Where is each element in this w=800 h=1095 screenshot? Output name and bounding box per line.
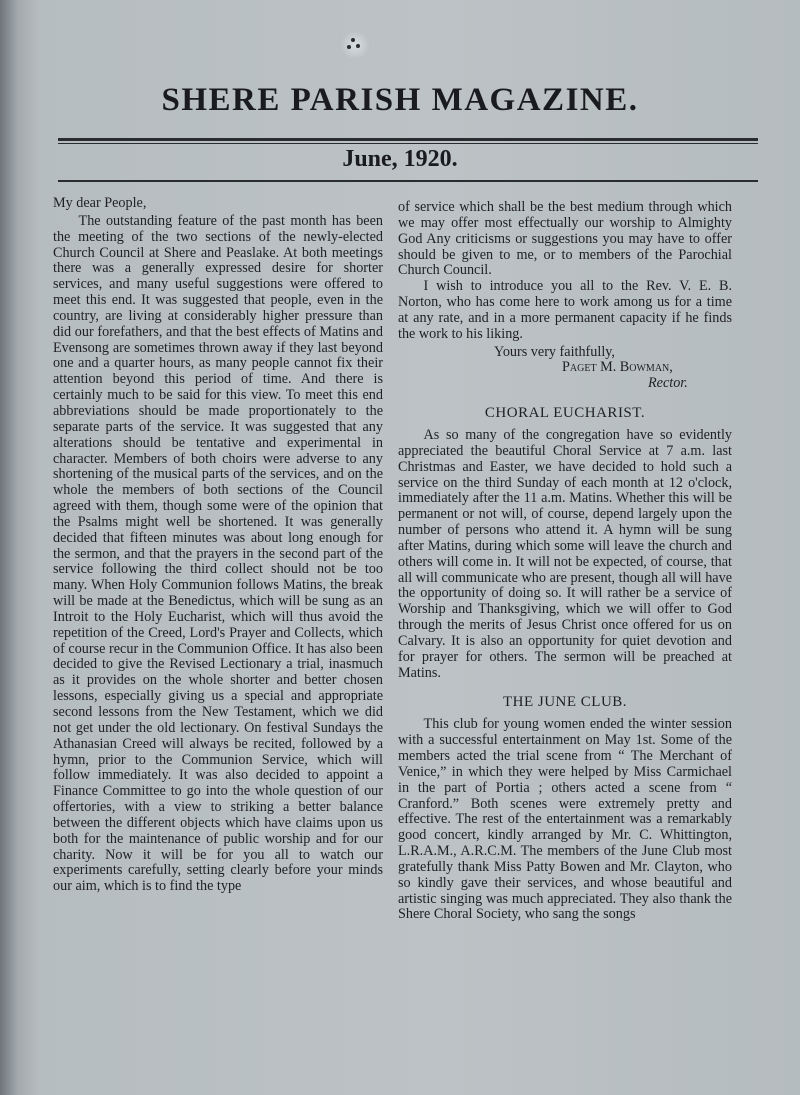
letter-body-right: of service which shall be the best medium through which we may offer most effectually our worship to Almighty God Any criticisms or suggestions you may have to offer should be given to me, or to members of the Parochial Church Council. — [398, 199, 732, 279]
letter-paragraph-2: I wish to introduce you all to the Rev. V. E. B. Norton, who has come here to work among us for a time at any rate, and in a more permanent capacity if he finds the work to his liking. — [398, 278, 732, 342]
letter-body-left: The outstanding feature of the past month has been the meeting of the two sections of the newly-elected Church Council at Shere and Peaslake. At both meetings there was a generally expressed desire for shorter services, and many useful suggestions were offered to meet this end. It was suggested that people, even in the country, are living at considerably higher pressure than did our forefathers, and that the best effects of Matins and Evensong are sometimes thrown away if they last beyond one and a quarter hours, as many people cannot fix their attention beyond this period of time. And there is certainly much to be said for this view. To meet this end abbreviations should be made proportionately to the separate parts of the service. It was suggested that any alterations should be tentative and experimental in character. Members of both choirs were adverse to any shortening of the musical parts of the services, and on the whole the members of both sections of the Council agreed with them, though some were of the opinion that the Psalms might well be shortened. It was generally decided that fifteen minutes was about long enough for the sermon, and that the prayers in the second part of the service following the third collect should not be too many. When Holy Communion follows Matins, the break will be made at the Benedictus, which will be sung as an Introit to the Holy Eucharist, which will thus avoid the repetition of the Creed, Lord's Prayer and Collects, which of course recur in the Communion Office. It has also been decided to give the Revised Lectionary a trial, inasmuch as it provides on the whole shorter and better chosen lessons, especially giving us a special and appropriate second lessons from the New Testament, which we did not get under the old lectionary. On festival Sundays the Athanasian Creed will always be recited, followed by a hymn, prior to the Communion Service, which will follow immediately. It was also decided to appoint a Finance Committee to go into the whole question of our offertories, with a view to striking a better balance between the different objects which have claims upon us both for the maintenance of public worship and for our charity. Now it will be for you all to watch our experiments carefully, setting clearly before your minds our aim, which is to find the type — [53, 212, 383, 895]
right-column — [398, 200, 732, 923]
letter-greeting: My dear People, — [53, 195, 147, 211]
header-rule-bottom — [58, 180, 758, 182]
section-heading-choral-eucharist: CHORAL EUCHARIST. — [484, 405, 646, 422]
letter-closing: Yours very faithfully, — [494, 343, 615, 360]
ink-blot-mark — [337, 32, 373, 58]
magazine-title: SHERE PARISH MAGAZINE. — [161, 82, 639, 118]
header-rule-top-thin — [58, 143, 758, 144]
issue-date: June, 1920. — [342, 146, 458, 172]
section-text-choral-eucharist: As so many of the congregation have so evidently appreciated the beautiful Choral Service at 7 a.m. last Christmas and Easter, we have decided to hold such a service on the third Sunday of each month at 12 o'clock, immediately after the 11 a.m. Matins. Whether this will be permanent or not will, of course, depend largely upon the number of persons who attend it. A hymn will be sung after Matins, during which some will leave the church and others will come in. It will not be expected, of course, that all will communicate who are present, though all will have the opportunity of doing so. It will rather be a service of Worship and Thanksgiving, which we will offer to God through the merits of Jesus Christ once offered for us on Calvary. It is also an opportunity for quiet devotion and for prayer for others. The sermon will be preached at Matins. — [398, 426, 732, 681]
section-heading-june-club: THE JUNE CLUB. — [502, 694, 628, 711]
letter-signature: Paget M. Bowman, — [562, 359, 673, 376]
left-column — [53, 196, 383, 895]
section-text-june-club: This club for young women ended the winter session with a successful entertainment on May 1st. Some of the members acted the trial scene from “ The Merchant of Venice,” in which they were helped by Miss Carmichael in the part of Portia ; others acted a scene from “ Cranford.” Both scenes were extremely pretty and effective. The rest of the entertainment was a remarkably good concert, kindly arranged by Mr. C. Whittington, L.R.A.M., A.R.C.M. The members of the June Club most gratefully thank Miss Patty Bowen and Mr. Clayton, who so kindly gave their services, and whose beautiful and artistic singing was much appreciated. They also thank the Shere Choral Society, who sang the songs — [398, 716, 732, 923]
header-rule-top — [58, 138, 758, 141]
letter-signature-role: Rector. — [648, 375, 688, 392]
